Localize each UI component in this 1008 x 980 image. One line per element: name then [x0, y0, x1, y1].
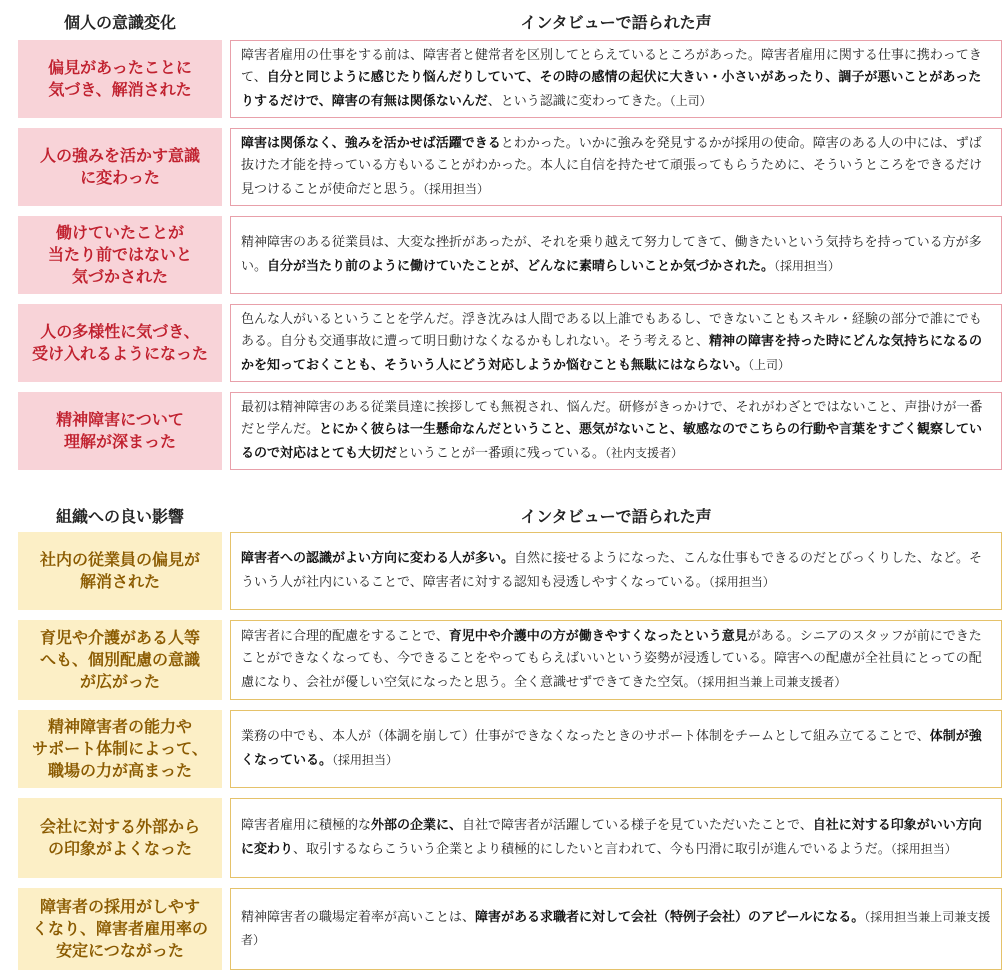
voice-segment: 精神障害のある従業員は、大変な挫折があったが、それを乗り越えて努力してきて、働きたいという気持ちを持っている方が多い。: [241, 235, 982, 274]
voice-emphasis: 育児中や介護中の方が働きやすくなったという意見: [448, 628, 748, 644]
speaker-source: （上司）: [748, 357, 791, 372]
section2-row: [18, 710, 1002, 788]
voice-text: [230, 216, 1002, 294]
voice-text: [230, 40, 1002, 118]
row-label: 精神障害者の能力や サポート体制によって、 職場の力が高まった: [18, 710, 222, 788]
speaker-source: （採用担当兼上司兼支援者）: [696, 674, 847, 689]
section2-row: [18, 798, 1002, 878]
voice-emphasis: とにかく彼らは一生懸命なんだということ、悪気がないこと、敏感なのでこちらの行動や言葉をすごく観察しているので対応はとても大切だ: [241, 422, 983, 461]
speaker-source: （採用担当）: [423, 181, 490, 196]
voice-text: [230, 128, 1002, 206]
voice-segment: 最初は精神障害のある従業員達に挨拶しても無視され、悩んだ。研修がきっかけで、それがわざとではないこと、声掛けが一番だと学んだ。: [241, 399, 983, 438]
section2-row: [18, 888, 1002, 970]
voice-segment: 色んな人がいるということを学んだ。浮き沈みは人間である以上誰でもあるし、できないこともスキル・経験の部分で誰にでもある。自分も交通事故に遭って明日動けなくなるかもしれない。そう考えると、: [241, 311, 982, 350]
row-label: 社内の従業員の偏見が 解消された: [18, 532, 222, 610]
section1-row: [18, 304, 1002, 382]
row-label: 障害者の採用がしやす くなり、障害者雇用率の 安定につながった: [18, 888, 222, 970]
speaker-source: （社内支援者）: [605, 445, 684, 460]
voice-segment: とわかった。いかに強みを発見するかが採用の使命。障害のある人の中には、ずば抜けた才能を持っている方もいることがわかった。本人に自信を持たせて頑張ってもらうために、そういうところをできるだけ見つけることが使命だと思う。: [241, 135, 983, 197]
voice-segment: 、という認識に変わってきた。: [487, 93, 670, 109]
section1-row: [18, 216, 1002, 294]
voice-emphasis: 自分と同じように感じたり悩んだりしていて、その時の感情の起伏に大きい・小さいがあったり、調子が悪いことがあったりするだけで、障害の有無は関係ないんだ: [241, 70, 982, 109]
section2-right-header: インタビューで語られた声: [520, 507, 712, 526]
row-label: 育児や介護がある人等 へも、個別配慮の意識 が広がった: [18, 620, 222, 700]
row-label: 人の強みを活かす意識 に変わった: [18, 128, 222, 206]
voice-text: [230, 710, 1002, 788]
voice-segment: 自社で障害者が活躍している様子を見ていただいたことで、: [462, 818, 813, 833]
row-label: 働けていたことが 当たり前ではないと 気づかされた: [18, 216, 222, 294]
row-label: 人の多様性に気づき、 受け入れるようになった: [18, 304, 222, 382]
voice-text: [230, 798, 1002, 878]
voice-segment: ということが一番頭に残っている。: [397, 445, 606, 461]
speaker-source: （採用担当）: [890, 841, 957, 856]
speaker-source: （上司）: [669, 93, 712, 108]
speaker-source: （採用担当）: [332, 752, 399, 767]
speaker-source: （採用担当）: [708, 574, 775, 589]
voice-emphasis: 自分が当たり前のように働けていたことが、どんなに素晴らしいことか気づかされた。: [267, 258, 775, 274]
section2-row: [18, 532, 1002, 610]
section1-left-header: 個人の意識変化: [63, 13, 176, 32]
voice-emphasis: 体制が強くなっている。: [241, 729, 982, 768]
voice-segment: 障害者雇用に積極的な: [241, 818, 372, 833]
voice-segment: 自然に接せるようになった、こんな仕事もできるのだとびっくりした、など。そういう人が社内にいることで、障害者に対する認知も浸透しやすくなっている。: [241, 551, 983, 590]
voice-emphasis: 障害は関係なく、強みを活かせば活躍できる: [241, 135, 501, 151]
voice-emphasis: 精神の障害を持った時にどんな気持ちになるのかを知っておくことも、そういう人にどう対応しようか悩むことも無駄にはならない。: [241, 334, 983, 373]
section1-row: [18, 128, 1002, 206]
row-label: 会社に対する外部から の印象がよくなった: [18, 798, 222, 878]
voice-text: [230, 620, 1002, 700]
voice-text: [230, 392, 1002, 470]
voice-segment: 精神障害者の職場定着率が高いことは、: [241, 909, 476, 925]
voice-segment: がある。シニアのスタッフが前にできたことができなくなっても、今できることをやってもらえばいいという姿勢が浸透している。障害への配慮が全社員にとっての配慮になり、会社が優しい空気になったと思う。全く意識せずできてきた空気。: [241, 628, 982, 690]
speaker-source: （採用担当）: [774, 258, 841, 273]
voice-segment: 障害者雇用の仕事をする前は、障害者と健常者を区別してとらえているところがあった。障害者雇用に関する仕事に携わってきて、: [241, 47, 982, 86]
voice-segment: 、取引するならこういう企業とより積極的にしたいと言われて、今も円滑に取引が進んでいるようだ。: [293, 841, 891, 857]
section1-row: [18, 40, 1002, 118]
voice-text: [230, 304, 1002, 382]
row-label: 精神障害について 理解が深まった: [18, 392, 222, 470]
voice-emphasis: 自社に対する印象がいい方向に変わり: [241, 818, 982, 857]
voice-emphasis: 障害がある求職者に対して会社（特例子会社）のアピールになる。: [475, 909, 865, 925]
voice-emphasis: 外部の企業に、: [371, 818, 463, 833]
speaker-source: （採用担当兼上司兼支援者）: [241, 909, 991, 947]
section1-right-header: インタビューで語られた声: [520, 13, 712, 32]
voice-segment: 業務の中でも、本人が（体調を崩して）仕事ができなくなったときのサポート体制をチームとして組み立てることで、: [241, 729, 930, 744]
voice-emphasis: 障害者への認識がよい方向に変わる人が多い。: [241, 551, 515, 566]
voice-text: [230, 532, 1002, 610]
section2-left-header: 組織への良い影響: [55, 507, 184, 526]
voice-text: [230, 888, 1002, 970]
section1-row: [18, 392, 1002, 470]
voice-segment: 障害者に合理的配慮をすることで、: [241, 628, 449, 644]
row-label: 偏見があったことに 気づき、解消された: [18, 40, 222, 118]
section2-row: [18, 620, 1002, 700]
